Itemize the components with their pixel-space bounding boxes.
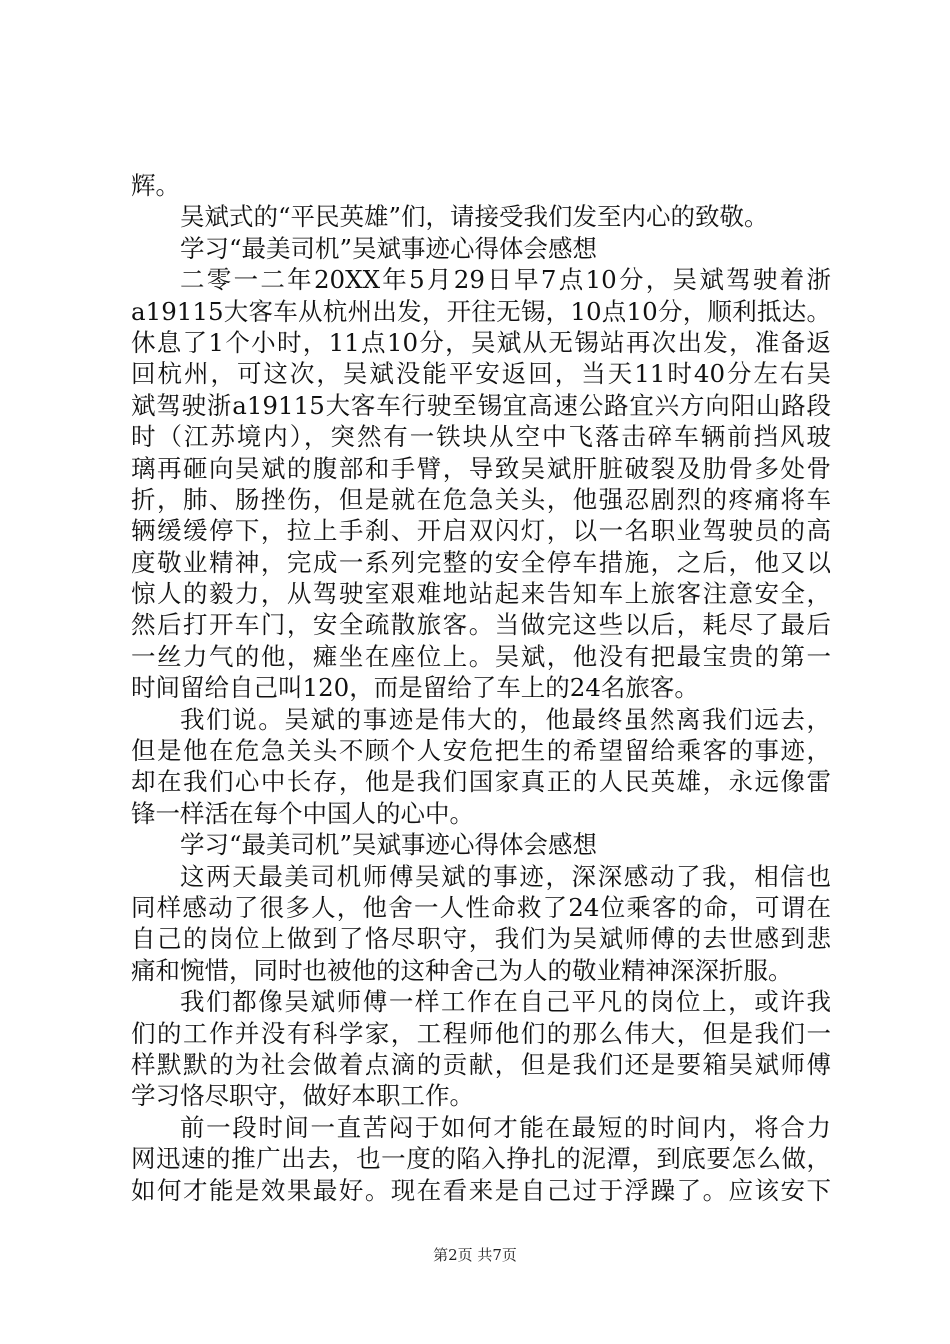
text-line: 二零一二年20XX年5月29日早7点10分，吴斌驾驶着浙	[180, 265, 831, 295]
text-line: 斌驾驶浙a19115大客车行驶至锡宜高速公路宜兴方向阳山路段	[131, 390, 831, 420]
text-line: 网迅速的推广出去，也一度的陷入挣扎的泥潭，到底要怎么做，	[131, 1144, 831, 1174]
text-line: 自己的岗位上做到了恪尽职守，我们为吴斌师傅的去世感到悲	[131, 924, 831, 954]
text-line: 但是他在危急关头不顾个人安危把生的希望留给乘客的事迹，	[131, 736, 831, 766]
text-line: 然后打开车门，安全疏散旅客。当做完这些以后，耗尽了最后	[131, 610, 831, 640]
text-line: 我们都像吴斌师傅一样工作在自己平凡的岗位上，或许我	[180, 987, 831, 1017]
text-line: 们的工作并没有科学家，工程师他们的那么伟大，但是我们一	[131, 1018, 831, 1048]
text-line: 辆缓缓停下，拉上手刹、开启双闪灯，以一名职业驾驶员的高	[131, 516, 831, 546]
text-line: 璃再砸向吴斌的腹部和手臂，导致吴斌肝脏破裂及肋骨多处骨	[131, 453, 831, 483]
text-line: 吴斌式的“平民英雄”们，请接受我们发至内心的致敬。	[180, 202, 769, 232]
section-heading: 学习“最美司机”吴斌事迹心得体会感想	[180, 830, 598, 860]
text-line: 时间留给自己叫120，而是留给了车上的24名旅客。	[131, 673, 699, 703]
text-line: 度敬业精神，完成一系列完整的安全停车措施，之后，他又以	[131, 547, 831, 577]
page-number-footer: 第2页 共7页	[433, 1246, 517, 1264]
text-line: 休息了1个小时，11点10分，吴斌从无锡站再次出发，准备返	[131, 327, 831, 357]
text-line: 学习恪尽职守，做好本职工作。	[131, 1081, 474, 1111]
text-line: 回杭州，可这次，吴斌没能平安返回，当天11时40分左右吴	[131, 359, 831, 389]
text-line: 一丝力气的他，瘫坐在座位上。吴斌，他没有把最宝贵的第一	[131, 641, 831, 671]
text-line: 同样感动了很多人，他舍一人性命救了24位乘客的命，可谓在	[131, 892, 831, 922]
text-line: 我们说。吴斌的事迹是伟大的，他最终虽然离我们远去，	[180, 704, 831, 734]
text-line: 这两天最美司机师傅吴斌的事迹，深深感动了我，相信也	[180, 861, 831, 891]
text-line: 前一段时间一直苦闷于如何才能在最短的时间内，将合力	[180, 1112, 831, 1142]
text-line: 锋一样活在每个中国人的心中。	[131, 798, 474, 828]
text-line: 辉。	[131, 171, 180, 200]
text-line: 惊人的毅力，从驾驶室艰难地站起来告知车上旅客注意安全，	[131, 579, 831, 609]
text-line: 却在我们心中长存，他是我们国家真正的人民英雄，永远像雷	[131, 767, 831, 797]
section-heading: 学习“最美司机”吴斌事迹心得体会感想	[180, 233, 598, 263]
text-line: 样默默的为社会做着点滴的贡献，但是我们还是要箱吴斌师傅	[131, 1049, 831, 1079]
text-line: 痛和惋惜，同时也被他的这种舍己为人的敬业精神深深折服。	[131, 955, 793, 985]
text-line: 如何才能是效果最好。现在看来是自己过于浮躁了。应该安下	[131, 1175, 831, 1205]
document-body	[131, 170, 831, 1206]
text-line: a19115大客车从杭州出发，开往无锡，10点10分，顺利抵达。	[131, 296, 831, 326]
text-line: 时（江苏境内），突然有一铁块从空中飞落击碎车辆前挡风玻	[131, 422, 831, 452]
text-line: 折，肺、肠挫伤，但是就在危急关头，他强忍剧烈的疼痛将车	[131, 484, 831, 514]
